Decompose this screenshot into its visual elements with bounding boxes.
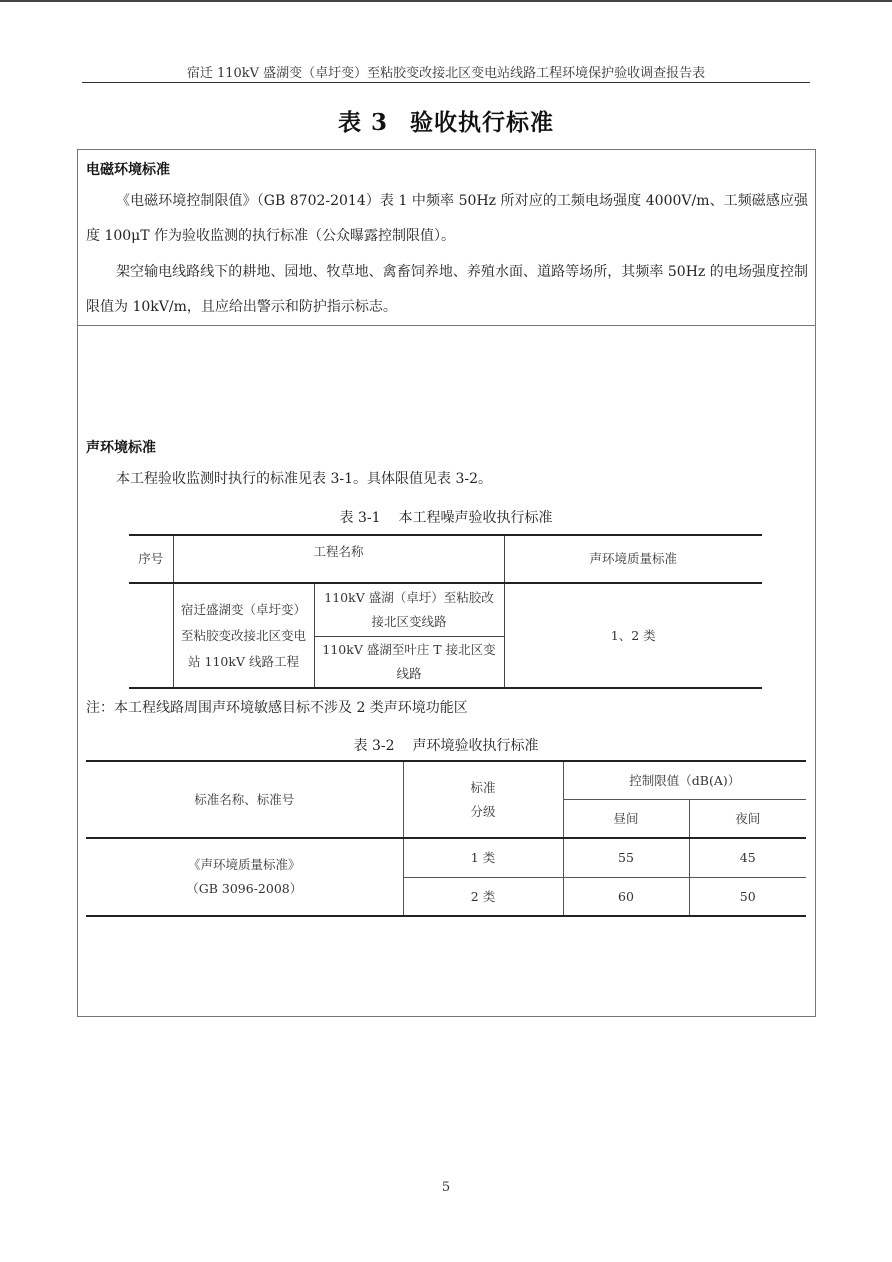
- table-3-1-header-seq: 序号: [129, 535, 173, 583]
- noise-note: 注：本工程线路周围声环境敏感目标不涉及 2 类声环境功能区: [86, 700, 468, 716]
- table-3-2-grade: 1 类: [403, 838, 563, 878]
- table-3-2-night: 50: [689, 878, 806, 917]
- header-rule: [82, 82, 810, 83]
- table-3-2-standard-cell: [86, 838, 403, 916]
- table-3-1: [129, 534, 762, 689]
- table-3-1-standard-cell: 1、2 类: [504, 583, 762, 688]
- table-3-2-day: 60: [563, 878, 689, 917]
- running-header: 宿迁 110kV 盛湖变（卓圩变）至粘胶变改接北区变电站线路工程环境保护验收调查报告表: [186, 66, 706, 81]
- noise-section-heading: 声环境标准: [86, 440, 156, 456]
- page-title-number: 表 3: [337, 109, 388, 136]
- table-3-2: [86, 760, 806, 917]
- top-edge-line: [0, 0, 892, 2]
- table-3-2-header-day: 昼间: [563, 800, 689, 839]
- table-3-2-standard-name: 《声环境质量标准》: [187, 857, 301, 872]
- table-3-1-line-1: 110kV 盛湖（卓圩）至粘胶改接北区变线路: [314, 583, 504, 637]
- em-paragraph-1: 《电磁环境控制限值》（GB 8702-2014）表 1 中频率 50Hz 所对应的工频电场强度 4000V/m、工频磁感应强度 100μT 作为验收监测的执行标准（公众曝露控制限值）。: [86, 193, 808, 244]
- table-3-2-night: 45: [689, 838, 806, 878]
- table-3-2-header-grade-line2: 分级: [470, 803, 496, 819]
- table-3-2-caption: [0, 735, 892, 755]
- table-3-1-caption-number: 表 3-1: [339, 510, 381, 526]
- table-3-2-caption-number: 表 3-2: [353, 738, 395, 754]
- page-title-text: 验收执行标准: [410, 109, 554, 136]
- table-3-2-header-name: 标准名称、标准号: [86, 761, 403, 838]
- table-3-2-header-row-1: [86, 761, 806, 800]
- table-3-1-header-row: [129, 535, 762, 583]
- table-3-1-header-standard: 声环境质量标准: [504, 535, 762, 583]
- table-3-1-line-2: 110kV 盛湖至叶庄 T 接北区变线路: [314, 637, 504, 689]
- table-3-2-caption-text: 声环境验收执行标准: [412, 738, 539, 754]
- table-3-1-header-project: 工程名称: [173, 535, 504, 583]
- table-3-2-header-grade-line1: 标准: [470, 779, 496, 795]
- em-paragraph-2: 架空输电线路线下的耕地、园地、牧草地、禽畜饲养地、养殖水面、道路等场所，其频率 50Hz 的电场强度控制限值为 10kV/m，且应给出警示和防护指示标志。: [86, 264, 808, 315]
- table-3-2-standard-code: （GB 3096-2008）: [186, 881, 303, 896]
- table-3-1-caption: [0, 507, 892, 527]
- table-3-2-header-grade: [403, 761, 563, 838]
- table-3-1-seq-cell: [129, 583, 173, 688]
- noise-intro: 本工程验收监测时执行的标准见表 3-1。具体限值见表 3-2。: [116, 471, 492, 487]
- table-3-1-project-cell: 宿迁盛湖变（卓圩变）至粘胶变改接北区变电站 110kV 线路工程: [173, 583, 314, 688]
- page-number: 5: [441, 1180, 451, 1195]
- table-3-2-header-limit: 控制限值（dB(A)）: [563, 761, 806, 800]
- table-row: [86, 838, 806, 878]
- table-3-2-header-night: 夜间: [689, 800, 806, 839]
- table-3-2-day: 55: [563, 838, 689, 878]
- table-row: [129, 583, 762, 637]
- table-3-1-caption-text: 本工程噪声验收执行标准: [398, 510, 553, 526]
- page-title: [0, 104, 892, 137]
- section-divider: [77, 325, 816, 326]
- table-3-2-grade: 2 类: [403, 878, 563, 917]
- em-section-heading: 电磁环境标准: [86, 162, 170, 178]
